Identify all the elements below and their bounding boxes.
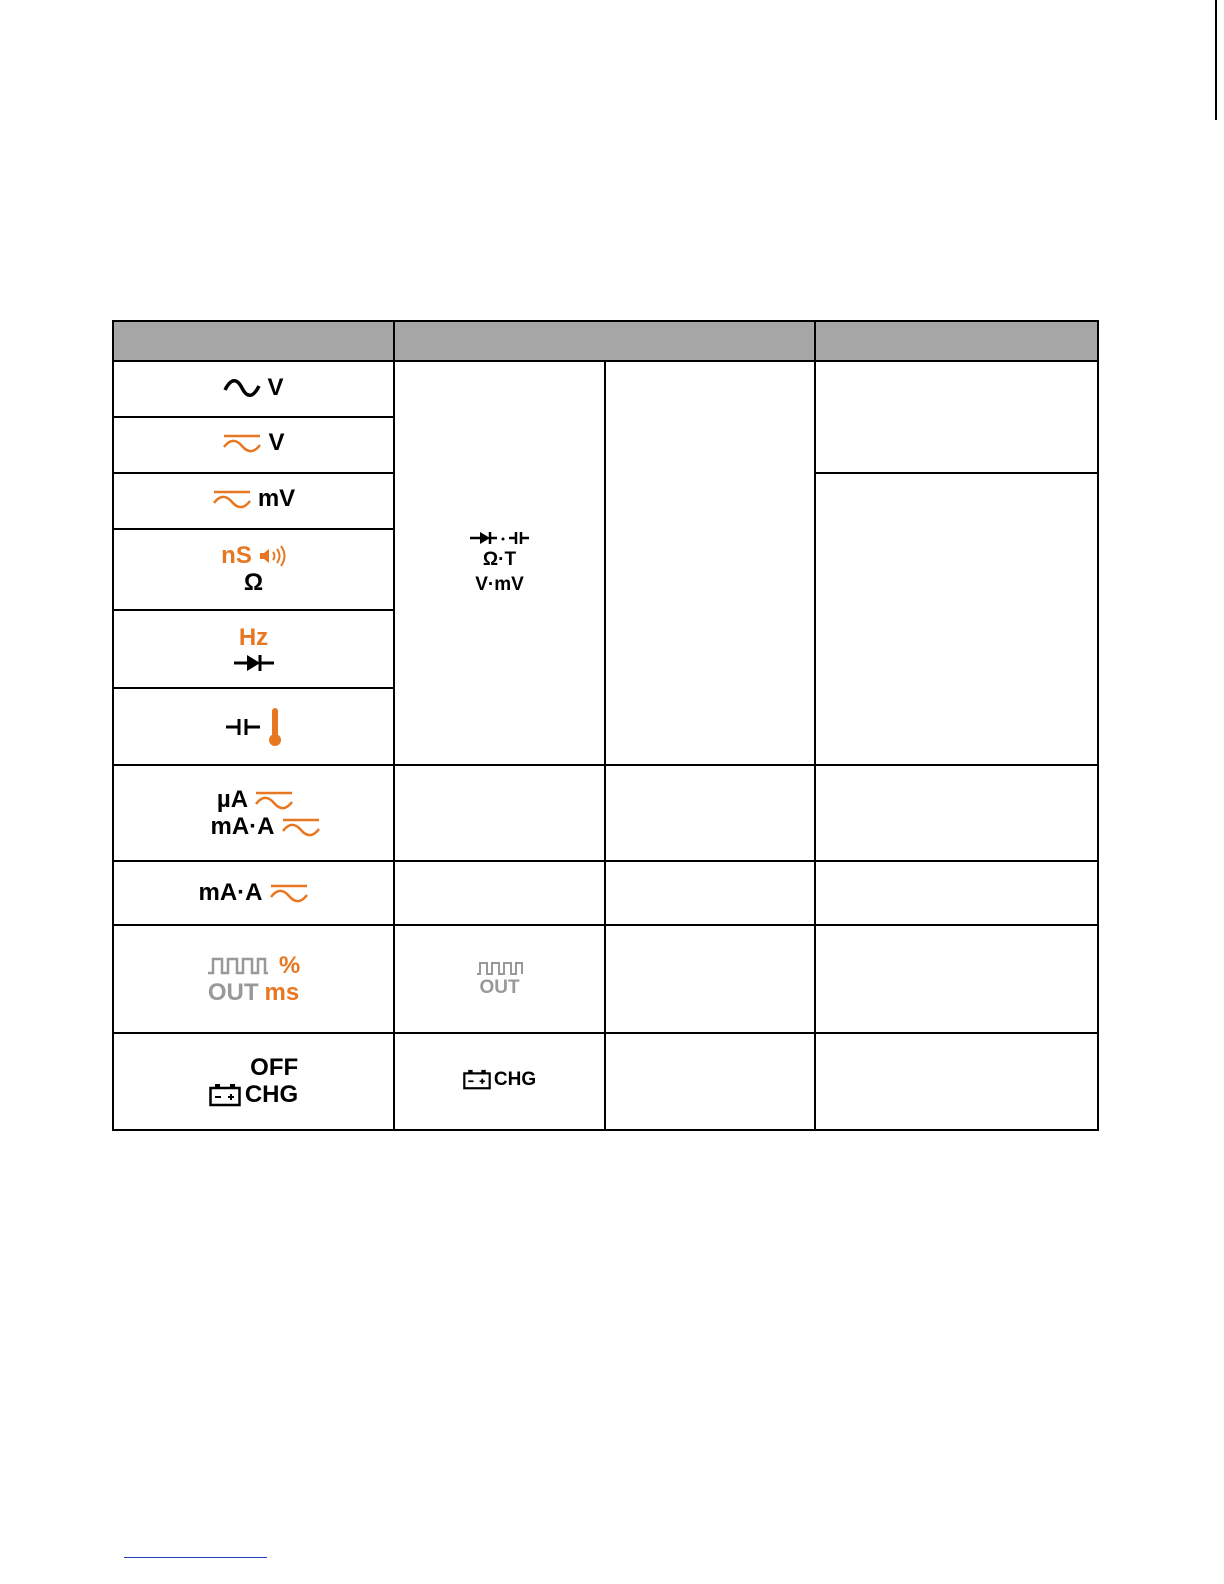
empty-cell: [394, 765, 605, 861]
empty-cell: [815, 361, 1098, 473]
empty-cell: [394, 861, 605, 925]
table-row: [113, 925, 1098, 1033]
acdc-wave-icon: [281, 815, 321, 839]
footnote-rule: [124, 1557, 267, 1558]
position-cell: [113, 361, 394, 417]
position-symbol-bottom: CHG: [244, 1081, 299, 1108]
header-cell-3: [815, 321, 1098, 361]
table-row: [113, 1033, 1098, 1130]
table-row: [113, 765, 1098, 861]
empty-cell: [815, 861, 1098, 925]
square-wave-icon: [476, 961, 524, 976]
empty-cell: [605, 765, 815, 861]
position-symbol: V: [267, 373, 284, 401]
terminal-cell-chg: [394, 1033, 605, 1130]
position-symbol: V: [268, 428, 285, 456]
battery-icon: [209, 1083, 241, 1107]
empty-cell: [605, 925, 815, 1033]
position-cell: [113, 610, 394, 688]
acdc-wave-icon: [269, 881, 309, 905]
table-row: [113, 361, 1098, 417]
terminal-chg-label: CHG: [493, 1068, 537, 1090]
position-cell: [113, 417, 394, 473]
position-symbol-bottom: Ω: [243, 569, 264, 596]
position-cell: [113, 473, 394, 529]
acdc-wave-icon: [222, 431, 262, 455]
position-symbol-top: nS: [221, 542, 252, 569]
position-cell: [113, 925, 394, 1033]
position-cell: [113, 688, 394, 765]
position-symbol-top: OFF: [250, 1054, 299, 1081]
header-cell-1: [113, 321, 394, 361]
battery-icon: [463, 1069, 491, 1090]
position-symbol: mV: [257, 484, 296, 512]
right-margin-rule: [1215, 0, 1217, 120]
continuity-icon: [258, 545, 286, 567]
square-wave-icon: [207, 957, 269, 975]
acdc-wave-icon: [254, 788, 294, 812]
terminal-out-label: OUT: [479, 977, 520, 998]
empty-cell: [605, 861, 815, 925]
position-cell: [113, 861, 394, 925]
header-cell-2: [394, 321, 815, 361]
terminal-ohm-temp: Ω·T: [482, 549, 517, 570]
diode-icon: [233, 653, 275, 673]
terminal-table: [112, 320, 1099, 1131]
acdc-wave-icon: [212, 487, 252, 511]
position-symbol-bottom-orange: ms: [264, 978, 300, 1006]
position-symbol-top: Hz: [238, 623, 269, 651]
empty-cell: [605, 361, 815, 765]
terminal-cell-group-1: [394, 361, 605, 765]
position-symbol-top: %: [278, 951, 301, 979]
terminal-cell-out: [394, 925, 605, 1033]
diode-capacitor-icon: [469, 530, 531, 546]
empty-cell: [815, 765, 1098, 861]
position-symbol-top: µA: [216, 785, 249, 813]
position-symbol-bottom-grey: OUT: [207, 978, 259, 1006]
position-cell: [113, 1033, 394, 1130]
empty-cell: [815, 1033, 1098, 1130]
empty-cell: [815, 925, 1098, 1033]
thermometer-icon: [267, 707, 283, 747]
terminal-volt-millivolt: V·mV: [475, 574, 524, 595]
position-cell: [113, 529, 394, 610]
empty-cell: [605, 1033, 815, 1130]
ac-wave-icon: [223, 378, 261, 398]
position-symbol-bottom: mA·A: [210, 812, 275, 840]
capacitor-icon: [225, 717, 261, 737]
position-symbol: mA·A: [198, 879, 263, 906]
table-row: [113, 861, 1098, 925]
empty-cell: [815, 473, 1098, 765]
table-header-row: [113, 321, 1098, 361]
position-cell: [113, 765, 394, 861]
